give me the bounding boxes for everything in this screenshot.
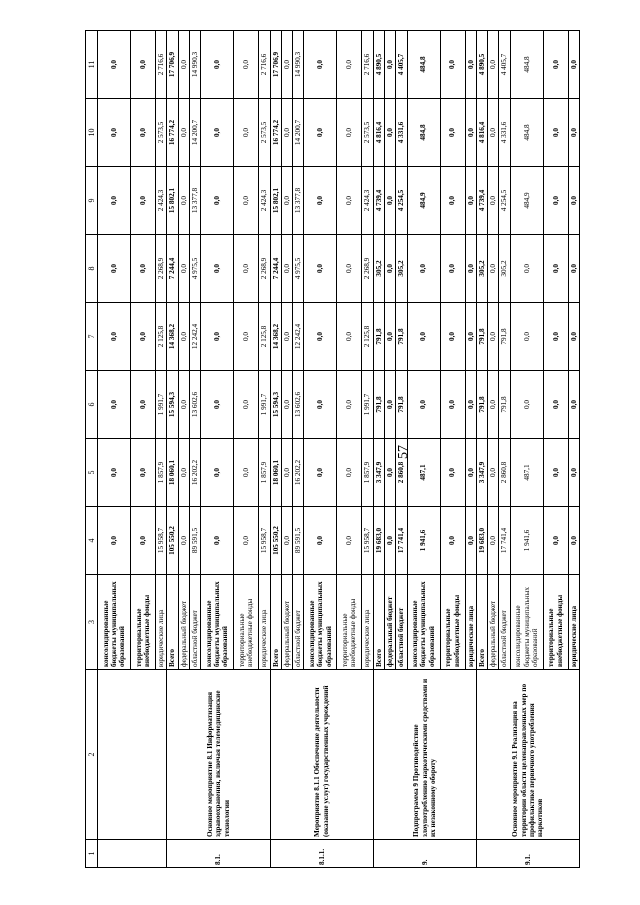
amount-cell: 1 991,7	[259, 371, 270, 439]
amount-cell: 0,0	[201, 31, 234, 99]
amount-cell: 3 347,9	[476, 439, 487, 507]
amount-cell: 2 860,8	[396, 439, 407, 507]
amount-cell: 0,0	[510, 371, 543, 439]
header-row	[86, 31, 98, 868]
amount-cell: 0,0	[281, 31, 292, 99]
amount-cell: 0,0	[201, 99, 234, 167]
amount-cell: 18 060,1	[167, 439, 178, 507]
amount-cell: 1 941,6	[407, 507, 440, 575]
table-row	[373, 31, 384, 868]
funding-source: юридические лица	[362, 575, 373, 670]
funding-source: федеральный бюджет	[281, 575, 292, 670]
amount-cell: 0,0	[568, 439, 579, 507]
amount-cell: 15 594,3	[270, 371, 281, 439]
amount-cell: 0,0	[488, 167, 499, 235]
amount-cell: 2 268,9	[259, 235, 270, 303]
amount-cell: 0,0	[178, 99, 189, 167]
amount-cell: 0,0	[543, 371, 568, 439]
amount-cell: 0,0	[281, 507, 292, 575]
header-cell: 9	[86, 167, 98, 235]
header-cell: 4	[86, 507, 98, 575]
amount-cell: 13 377,8	[293, 167, 304, 235]
amount-cell: 0,0	[543, 167, 568, 235]
amount-cell: 0,0	[234, 31, 259, 99]
amount-cell: 0,0	[304, 507, 337, 575]
amount-cell: 2 573,5	[362, 99, 373, 167]
amount-cell: 0,0	[234, 303, 259, 371]
amount-cell: 2 424,3	[362, 167, 373, 235]
amount-cell: 0,0	[178, 235, 189, 303]
funding-source: областной бюджет	[190, 575, 201, 670]
amount-cell: 0,0	[337, 439, 362, 507]
amount-cell: 4 405,7	[499, 31, 510, 99]
amount-cell: 0,0	[543, 235, 568, 303]
amount-cell: 4 975,5	[293, 235, 304, 303]
amount-cell: 0,0	[201, 507, 234, 575]
row-code: 9.	[373, 840, 476, 868]
amount-cell: 2 716,6	[362, 31, 373, 99]
page-number: 57	[396, 445, 411, 459]
amount-cell: 7 244,4	[167, 235, 178, 303]
amount-cell: 4 739,4	[476, 167, 487, 235]
amount-cell: 17 741,4	[499, 507, 510, 575]
amount-cell: 484,9	[407, 167, 440, 235]
amount-cell: 13 602,6	[190, 371, 201, 439]
funding-source: консолидированные бюджеты муниципальных образований	[304, 575, 337, 670]
amount-cell: 0,0	[543, 31, 568, 99]
amount-cell: 15 594,3	[167, 371, 178, 439]
amount-cell: 0,0	[465, 167, 476, 235]
amount-cell: 0,0	[304, 439, 337, 507]
amount-cell: 0,0	[568, 167, 579, 235]
amount-cell: 0,0	[201, 303, 234, 371]
amount-cell: 4 890,5	[373, 31, 384, 99]
amount-cell: 0,0	[178, 31, 189, 99]
amount-cell: 0,0	[234, 235, 259, 303]
amount-cell: 0,0	[234, 371, 259, 439]
funding-source: консолидированные бюджеты муниципальных образований	[98, 575, 131, 670]
amount-cell: 0,0	[440, 235, 465, 303]
amount-cell: 0,0	[337, 235, 362, 303]
amount-cell: 16 202,2	[293, 439, 304, 507]
amount-cell: 0,0	[385, 167, 396, 235]
amount-cell: 487,1	[407, 439, 440, 507]
amount-cell: 4 890,5	[476, 31, 487, 99]
amount-cell: 487,1	[510, 439, 543, 507]
amount-cell: 3 347,9	[373, 439, 384, 507]
amount-cell: 89 591,5	[190, 507, 201, 575]
budget-table-rotated	[85, 30, 578, 868]
amount-cell: 0,0	[304, 303, 337, 371]
amount-cell: 13 602,6	[293, 371, 304, 439]
header-cell: 3	[86, 575, 98, 670]
amount-cell: 0,0	[337, 31, 362, 99]
amount-cell: 2 573,5	[156, 99, 167, 167]
amount-cell: 0,0	[281, 371, 292, 439]
amount-cell: 0,0	[465, 371, 476, 439]
amount-cell: 0,0	[488, 439, 499, 507]
amount-cell: 1 857,9	[362, 439, 373, 507]
table-row	[167, 31, 178, 868]
table-row	[270, 31, 281, 868]
amount-cell: 0,0	[543, 507, 568, 575]
amount-cell: 0,0	[385, 439, 396, 507]
amount-cell: 305,2	[373, 235, 384, 303]
amount-cell: 4 739,4	[373, 167, 384, 235]
row-title: Основное мероприятие 9.1 Реализация на территории области целенаправленных мер по профилактике первичного употребления наркотиков	[476, 670, 579, 840]
header-cell: 7	[86, 303, 98, 371]
funding-source: территориальные внебюджетные фонды	[131, 575, 156, 670]
amount-cell: 0,0	[304, 167, 337, 235]
amount-cell: 0,0	[465, 303, 476, 371]
funding-source: Всего	[270, 575, 281, 670]
row-code: 9.1.	[476, 840, 579, 868]
amount-cell: 0,0	[568, 303, 579, 371]
amount-cell: 305,2	[396, 235, 407, 303]
amount-cell: 15 958,7	[362, 507, 373, 575]
amount-cell: 2 268,9	[362, 235, 373, 303]
amount-cell: 484,8	[407, 31, 440, 99]
amount-cell: 2 125,8	[156, 303, 167, 371]
amount-cell: 0,0	[98, 167, 131, 235]
funding-source: Всего	[373, 575, 384, 670]
amount-cell: 0,0	[385, 31, 396, 99]
amount-cell: 19 683,0	[373, 507, 384, 575]
amount-cell: 0,0	[488, 303, 499, 371]
amount-cell: 1 941,6	[510, 507, 543, 575]
amount-cell: 0,0	[281, 439, 292, 507]
funding-source: юридические лица	[156, 575, 167, 670]
funding-source: консолидированные бюджеты муниципальных образований	[510, 575, 543, 670]
row-title: Мероприятие 8.1.1 Обеспечение деятельности (оказание услуг) государственных учреждений	[270, 670, 373, 840]
amount-cell: 13 377,8	[190, 167, 201, 235]
amount-cell: 0,0	[337, 167, 362, 235]
amount-cell: 4 254,5	[499, 167, 510, 235]
amount-cell: 2 125,8	[362, 303, 373, 371]
amount-cell: 0,0	[440, 303, 465, 371]
header-cell: 11	[86, 31, 98, 99]
amount-cell: 15 802,1	[270, 167, 281, 235]
amount-cell: 791,8	[396, 371, 407, 439]
table-row	[98, 31, 131, 868]
header-cell: 2	[86, 670, 98, 840]
amount-cell: 12 242,4	[293, 303, 304, 371]
amount-cell: 14 368,2	[270, 303, 281, 371]
amount-cell: 0,0	[304, 99, 337, 167]
amount-cell: 0,0	[407, 303, 440, 371]
amount-cell: 0,0	[385, 235, 396, 303]
row-title: Основное мероприятие 8.1 Информатизация здравоохранения, включая телемедицинские технологии	[167, 670, 270, 840]
amount-cell: 4 331,6	[396, 99, 407, 167]
amount-cell: 0,0	[281, 167, 292, 235]
amount-cell: 0,0	[201, 439, 234, 507]
funding-source: федеральный бюджет	[488, 575, 499, 670]
budget-table	[85, 30, 580, 868]
amount-cell: 0,0	[131, 99, 156, 167]
amount-cell: 0,0	[178, 167, 189, 235]
amount-cell: 4 405,7	[396, 31, 407, 99]
amount-cell: 0,0	[337, 99, 362, 167]
amount-cell: 0,0	[510, 303, 543, 371]
amount-cell: 0,0	[510, 235, 543, 303]
amount-cell: 0,0	[568, 507, 579, 575]
amount-cell: 0,0	[465, 235, 476, 303]
amount-cell: 4 975,5	[190, 235, 201, 303]
amount-cell: 2 424,3	[259, 167, 270, 235]
amount-cell: 0,0	[543, 99, 568, 167]
amount-cell: 0,0	[98, 371, 131, 439]
amount-cell: 0,0	[385, 99, 396, 167]
amount-cell: 791,8	[499, 303, 510, 371]
amount-cell: 2 125,8	[259, 303, 270, 371]
funding-source: консолидированные бюджеты муниципальных образований	[407, 575, 440, 670]
amount-cell: 0,0	[385, 371, 396, 439]
amount-cell: 0,0	[385, 303, 396, 371]
amount-cell: 19 683,0	[476, 507, 487, 575]
amount-cell: 2 716,6	[259, 31, 270, 99]
amount-cell: 14 990,3	[293, 31, 304, 99]
amount-cell: 15 802,1	[167, 167, 178, 235]
amount-cell: 17 706,9	[167, 31, 178, 99]
amount-cell: 791,8	[476, 303, 487, 371]
amount-cell: 0,0	[568, 235, 579, 303]
amount-cell: 0,0	[543, 439, 568, 507]
amount-cell: 484,8	[510, 99, 543, 167]
amount-cell: 4 331,6	[499, 99, 510, 167]
amount-cell: 0,0	[465, 31, 476, 99]
amount-cell: 0,0	[234, 507, 259, 575]
amount-cell: 12 242,4	[190, 303, 201, 371]
amount-cell: 791,8	[476, 371, 487, 439]
row-code: 8.1.1.	[270, 840, 373, 868]
amount-cell: 0,0	[488, 507, 499, 575]
amount-cell: 0,0	[385, 507, 396, 575]
amount-cell: 0,0	[465, 439, 476, 507]
amount-cell: 0,0	[234, 99, 259, 167]
amount-cell: 16 774,2	[270, 99, 281, 167]
amount-cell: 17 706,9	[270, 31, 281, 99]
amount-cell: 791,8	[396, 303, 407, 371]
amount-cell: 0,0	[131, 31, 156, 99]
funding-source: Всего	[476, 575, 487, 670]
amount-cell: 1 857,9	[259, 439, 270, 507]
funding-source: территориальные внебюджетные фонды	[543, 575, 568, 670]
amount-cell: 0,0	[178, 439, 189, 507]
amount-cell: 14 368,2	[167, 303, 178, 371]
header-cell: 8	[86, 235, 98, 303]
amount-cell: 0,0	[543, 303, 568, 371]
amount-cell: 16 202,2	[190, 439, 201, 507]
table-body	[98, 31, 580, 868]
amount-cell: 0,0	[178, 507, 189, 575]
amount-cell: 0,0	[440, 371, 465, 439]
amount-cell: 0,0	[465, 99, 476, 167]
amount-cell: 0,0	[98, 31, 131, 99]
table-row	[476, 31, 487, 868]
amount-cell: 105 550,2	[167, 507, 178, 575]
amount-cell: 0,0	[440, 507, 465, 575]
row-title: Подпрограмма 9 Противодействие злоупотреблению наркотическими средствами и их незаконному обороту	[373, 670, 476, 840]
amount-cell: 0,0	[131, 371, 156, 439]
funding-source: юридические лица	[465, 575, 476, 670]
amount-cell: 0,0	[568, 31, 579, 99]
amount-cell: 0,0	[98, 439, 131, 507]
amount-cell: 0,0	[440, 167, 465, 235]
amount-cell: 7 244,4	[270, 235, 281, 303]
amount-cell: 305,2	[476, 235, 487, 303]
funding-source: консолидированные бюджеты муниципальных образований	[201, 575, 234, 670]
amount-cell: 17 741,4	[396, 507, 407, 575]
amount-cell: 0,0	[407, 371, 440, 439]
funding-source: областной бюджет	[499, 575, 510, 670]
amount-cell: 0,0	[488, 371, 499, 439]
amount-cell: 0,0	[131, 303, 156, 371]
amount-cell: 0,0	[201, 371, 234, 439]
amount-cell: 484,8	[407, 99, 440, 167]
amount-cell: 0,0	[281, 99, 292, 167]
amount-cell: 0,0	[234, 439, 259, 507]
amount-cell: 15 958,7	[259, 507, 270, 575]
amount-cell: 0,0	[568, 371, 579, 439]
amount-cell: 0,0	[304, 235, 337, 303]
amount-cell: 0,0	[98, 99, 131, 167]
funding-source: федеральный бюджет	[178, 575, 189, 670]
funding-source: Всего	[167, 575, 178, 670]
amount-cell: 105 550,2	[270, 507, 281, 575]
amount-cell: 0,0	[201, 167, 234, 235]
amount-cell: 0,0	[304, 371, 337, 439]
amount-cell: 14 990,3	[190, 31, 201, 99]
amount-cell: 0,0	[281, 235, 292, 303]
amount-cell: 2 268,9	[156, 235, 167, 303]
amount-cell: 484,8	[510, 31, 543, 99]
amount-cell: 2 716,6	[156, 31, 167, 99]
amount-cell: 18 060,1	[270, 439, 281, 507]
amount-cell: 1 857,9	[156, 439, 167, 507]
funding-source: территориальные внебюджетные фонды	[440, 575, 465, 670]
amount-cell: 791,8	[373, 303, 384, 371]
amount-cell: 0,0	[131, 235, 156, 303]
amount-cell: 791,8	[373, 371, 384, 439]
row-code	[98, 840, 167, 868]
amount-cell: 0,0	[98, 235, 131, 303]
header-cell: 10	[86, 99, 98, 167]
amount-cell: 0,0	[337, 371, 362, 439]
amount-cell: 0,0	[178, 303, 189, 371]
amount-cell: 89 591,5	[293, 507, 304, 575]
amount-cell: 0,0	[465, 507, 476, 575]
amount-cell: 4 254,5	[396, 167, 407, 235]
amount-cell: 0,0	[337, 303, 362, 371]
amount-cell: 0,0	[178, 371, 189, 439]
header-cell: 5	[86, 439, 98, 507]
amount-cell: 0,0	[304, 31, 337, 99]
amount-cell: 0,0	[131, 167, 156, 235]
amount-cell: 0,0	[131, 439, 156, 507]
amount-cell: 0,0	[568, 99, 579, 167]
amount-cell: 14 200,7	[293, 99, 304, 167]
amount-cell: 2 424,3	[156, 167, 167, 235]
amount-cell: 0,0	[234, 167, 259, 235]
row-code: 8.1.	[167, 840, 270, 868]
amount-cell: 1 991,7	[156, 371, 167, 439]
funding-source: юридические лица	[259, 575, 270, 670]
header-cell: 1	[86, 840, 98, 868]
amount-cell: 2 860,8	[499, 439, 510, 507]
amount-cell: 0,0	[488, 235, 499, 303]
amount-cell: 0,0	[440, 99, 465, 167]
funding-source: федеральный бюджет	[385, 575, 396, 670]
amount-cell: 305,2	[499, 235, 510, 303]
funding-source: юридические лица	[568, 575, 579, 670]
funding-source: областной бюджет	[293, 575, 304, 670]
amount-cell: 1 991,7	[362, 371, 373, 439]
amount-cell: 14 200,7	[190, 99, 201, 167]
amount-cell: 0,0	[201, 235, 234, 303]
amount-cell: 4 816,4	[476, 99, 487, 167]
amount-cell: 15 958,7	[156, 507, 167, 575]
funding-source: областной бюджет	[396, 575, 407, 670]
funding-source: территориальные внебюджетные фонды	[234, 575, 259, 670]
amount-cell: 0,0	[98, 507, 131, 575]
amount-cell: 2 573,5	[259, 99, 270, 167]
row-title	[98, 670, 167, 840]
amount-cell: 0,0	[440, 439, 465, 507]
amount-cell: 0,0	[337, 507, 362, 575]
amount-cell: 484,9	[510, 167, 543, 235]
amount-cell: 0,0	[131, 507, 156, 575]
amount-cell: 0,0	[488, 99, 499, 167]
amount-cell: 0,0	[98, 303, 131, 371]
amount-cell: 0,0	[488, 31, 499, 99]
header-cell: 6	[86, 371, 98, 439]
amount-cell: 791,8	[499, 371, 510, 439]
amount-cell: 4 816,4	[373, 99, 384, 167]
amount-cell: 0,0	[407, 235, 440, 303]
amount-cell: 16 774,2	[167, 99, 178, 167]
amount-cell: 0,0	[281, 303, 292, 371]
funding-source: территориальные внебюджетные фонды	[337, 575, 362, 670]
amount-cell: 0,0	[440, 31, 465, 99]
